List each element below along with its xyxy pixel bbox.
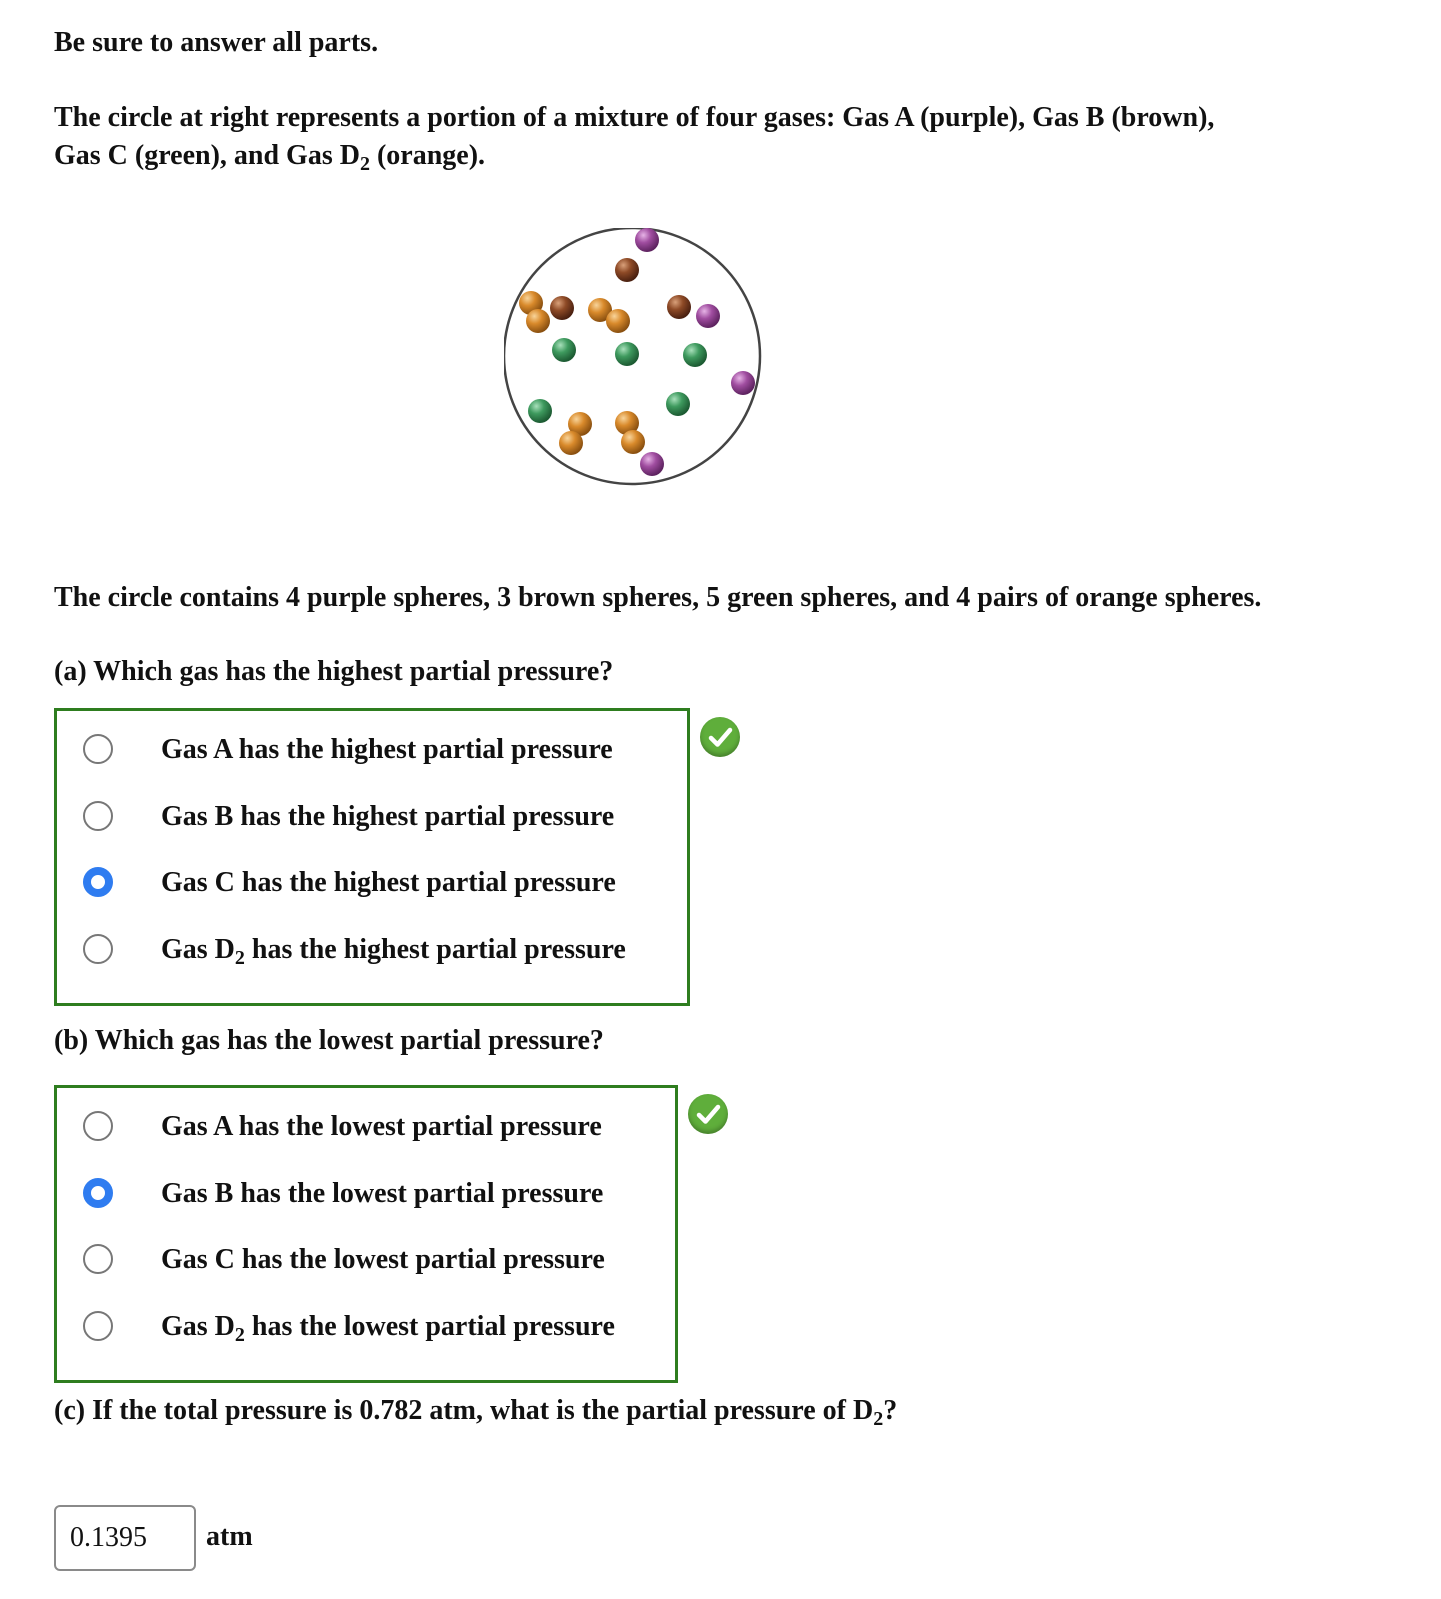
- intro-line-2-pre: Gas C (green), and Gas D: [54, 140, 360, 171]
- option-label: [161, 798, 614, 836]
- option-a-gas-d2[interactable]: [57, 931, 687, 971]
- option-b-gas-c[interactable]: [57, 1241, 675, 1281]
- gas-mixture-diagram: [504, 228, 774, 496]
- option-a-gas-c[interactable]: [57, 864, 687, 904]
- option-label: [161, 864, 616, 902]
- option-label-text: Gas B has the highest partial pressure: [161, 801, 615, 832]
- brown-sphere: [667, 295, 691, 319]
- intro-line-2: [54, 137, 485, 175]
- radio-button[interactable]: [83, 1244, 113, 1274]
- radio-button[interactable]: [83, 801, 113, 831]
- option-b-gas-d2[interactable]: [57, 1308, 675, 1348]
- option-a-gas-b[interactable]: [57, 798, 687, 838]
- option-label-post: has the highest partial pressure: [244, 934, 626, 965]
- option-label-text: Gas A has the highest partial pressure: [161, 734, 613, 765]
- option-b-gas-a[interactable]: [57, 1108, 675, 1148]
- answer-input[interactable]: [54, 1505, 196, 1571]
- radio-button[interactable]: [83, 1111, 113, 1141]
- question-c-title-post: ?: [883, 1395, 898, 1426]
- green-sphere: [552, 338, 576, 362]
- option-label-text: Gas D: [161, 934, 235, 965]
- purple-sphere: [731, 371, 755, 395]
- radio-button[interactable]: [83, 1311, 113, 1341]
- correct-check-icon: [688, 1094, 728, 1134]
- option-label-text: Gas D: [161, 1311, 235, 1342]
- purple-sphere: [635, 228, 659, 252]
- green-sphere: [683, 343, 707, 367]
- purple-sphere: [640, 452, 664, 476]
- option-b-gas-b[interactable]: [57, 1175, 675, 1215]
- option-label-text: Gas C has the highest partial pressure: [161, 867, 616, 898]
- question-c-title-text: (c) If the total pressure is 0.782 atm, what is the partial pressure of D: [54, 1395, 874, 1426]
- option-label-post: has the lowest partial pressure: [244, 1311, 615, 1342]
- green-sphere: [666, 392, 690, 416]
- brown-sphere: [550, 296, 574, 320]
- option-a-gas-a[interactable]: [57, 731, 687, 771]
- gas-mixture-svg: [504, 228, 774, 496]
- purple-sphere: [696, 304, 720, 328]
- instruction-text: Be sure to answer all parts.: [54, 27, 379, 58]
- intro-line-2-post: (orange).: [369, 140, 486, 171]
- radio-button[interactable]: [83, 1178, 113, 1208]
- option-label-text: Gas B has the lowest partial pressure: [161, 1178, 604, 1209]
- radio-button[interactable]: [83, 867, 113, 897]
- question-b-title: (b) Which gas has the lowest partial pressure?: [54, 1025, 604, 1056]
- intro-line-2-sub: 2: [359, 153, 370, 175]
- green-sphere: [615, 342, 639, 366]
- radio-button[interactable]: [83, 734, 113, 764]
- green-sphere: [528, 399, 552, 423]
- option-label: [161, 1241, 605, 1279]
- circle-description: The circle contains 4 purple spheres, 3 brown spheres, 5 green spheres, and 4 pairs of orange spheres.: [54, 582, 1262, 613]
- radio-button[interactable]: [83, 934, 113, 964]
- option-label-text: Gas A has the lowest partial pressure: [161, 1111, 602, 1142]
- brown-sphere: [615, 258, 639, 282]
- correct-check-icon: [700, 717, 740, 757]
- question-c-title-sub: 2: [873, 1408, 884, 1430]
- option-label: [161, 1175, 603, 1213]
- option-label: [161, 731, 613, 769]
- question-a-title: (a) Which gas has the highest partial pressure?: [54, 656, 614, 687]
- option-label: [161, 1308, 615, 1346]
- option-label: [161, 1108, 602, 1146]
- intro-line-1: The circle at right represents a portion of a mixture of four gases: Gas A (purple), Gas B (brown),: [54, 102, 1215, 133]
- question-a-options: [54, 708, 690, 1006]
- option-label-sub: 2: [234, 947, 245, 969]
- option-label-sub: 2: [234, 1324, 245, 1346]
- unit-label: atm: [206, 1521, 253, 1552]
- option-label-text: Gas C has the lowest partial pressure: [161, 1244, 605, 1275]
- question-c-title: [54, 1392, 897, 1430]
- option-label: [161, 931, 626, 969]
- question-b-options: [54, 1085, 678, 1383]
